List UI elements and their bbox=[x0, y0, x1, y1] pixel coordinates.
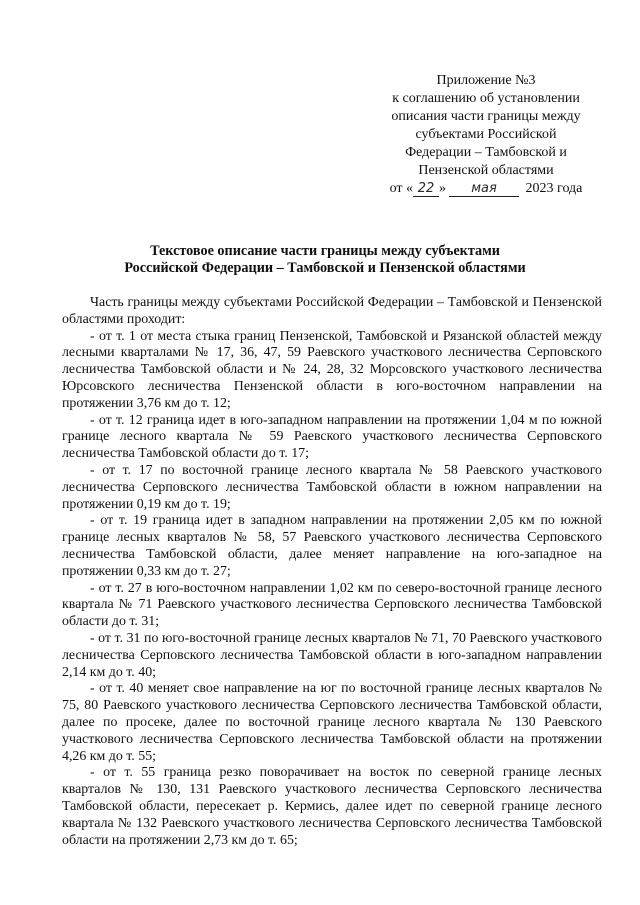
body-paragraph: - от т. 17 по восточной границе лесного квартала № 58 Раевского участкового лесничества Серповского лесничества Тамбовской области в южном направлении на протяжении 0,19 км до т. 19; bbox=[62, 462, 602, 512]
appendix-line: описания части границы между bbox=[391, 109, 581, 124]
body-paragraph: - от т. 1 от места стыка границ Пензенской, Тамбовской и Рязанской областей между лесными кварталами № 17, 36, 47, 59 Раевского участкового лесничества Серповского лесничества Тамбовской области и № 24, 28, 32 Морсовского участкового лесничества Юрсовского лесничества Пензенской области в юго-восточном направлении на протяжении 3,76 км до т. 12; bbox=[62, 328, 602, 411]
body-paragraph: - от т. 40 меняет свое направление на юг по восточной границе лесных кварталов № 75, 80 Раевского участкового лесничества Серповского лесничества Тамбовской области, далее по просеке, далее по восточной границе лесного квартала № 130 Раевского участкового лесничества Серповского лесничества Тамбовской области на протяжении 4,26 км до т. 55; bbox=[62, 681, 602, 764]
date-prefix: от « bbox=[389, 181, 414, 196]
handwritten-month: мая bbox=[449, 182, 519, 197]
appendix-line: Федерации – Тамбовской и bbox=[405, 145, 567, 160]
document-body bbox=[62, 295, 602, 849]
document-title bbox=[40, 243, 610, 277]
appendix-header bbox=[370, 72, 602, 198]
body-paragraph: Часть границы между субъектами Российской Федерации – Тамбовской и Пензенской областями проходит: bbox=[62, 295, 602, 327]
appendix-line: Приложение №3 bbox=[436, 73, 536, 88]
handwritten-day: 22 bbox=[413, 182, 439, 197]
title-line-1: Текстовое описание части границы между субъектами bbox=[150, 243, 500, 259]
body-paragraph: - от т. 19 граница идет в западном направлении на протяжении 2,05 км по южной границе лесных кварталов № 58, 57 Раевского участкового лесничества Серповского лесничества Тамбовской области, далее меняет направление на юго-западное на протяжении 0,33 км до т. 27; bbox=[62, 513, 602, 579]
appendix-line: Пензенской областями bbox=[418, 163, 554, 178]
body-paragraph: - от т. 55 граница резко поворачивает на восток по северной границе лесных кварталов № 130, 131 Раевского участкового лесничества Серповского лесничества Тамбовской области, пересекает р. Кермись, далее идет по северной границе лесного квартала № 132 Раевского участкового лесничества Серповского лесничества Тамбовской области на протяжении 2,73 км до т. 65; bbox=[62, 765, 602, 848]
appendix-line: к соглашению об установлении bbox=[392, 91, 580, 106]
body-paragraph: - от т. 31 по юго-восточной границе лесных кварталов № 71, 70 Раевского участкового лесничества Серповского лесничества Тамбовской области в юго-западном направлении 2,14 км до т. 40; bbox=[62, 630, 602, 680]
title-line-2: Российской Федерации – Тамбовской и Пензенской областями bbox=[124, 260, 526, 276]
appendix-date bbox=[370, 180, 602, 198]
date-mid: » bbox=[439, 181, 447, 196]
body-paragraph: - от т. 27 в юго-восточном направлении 1,02 км по северо-восточной границе лесного квартала № 71 Раевского участкового лесничества Серповского лесничества Тамбовской области до т. 31; bbox=[62, 580, 602, 630]
appendix-line: субъектами Российской bbox=[415, 127, 557, 142]
date-year: 2023 года bbox=[525, 181, 583, 196]
body-paragraph: - от т. 12 граница идет в юго-западном направлении на протяжении 1,04 м по южной границе лесного квартала № 59 Раевского участкового лесничества Серповского лесничества Тамбовской области до т. 17; bbox=[62, 412, 602, 462]
